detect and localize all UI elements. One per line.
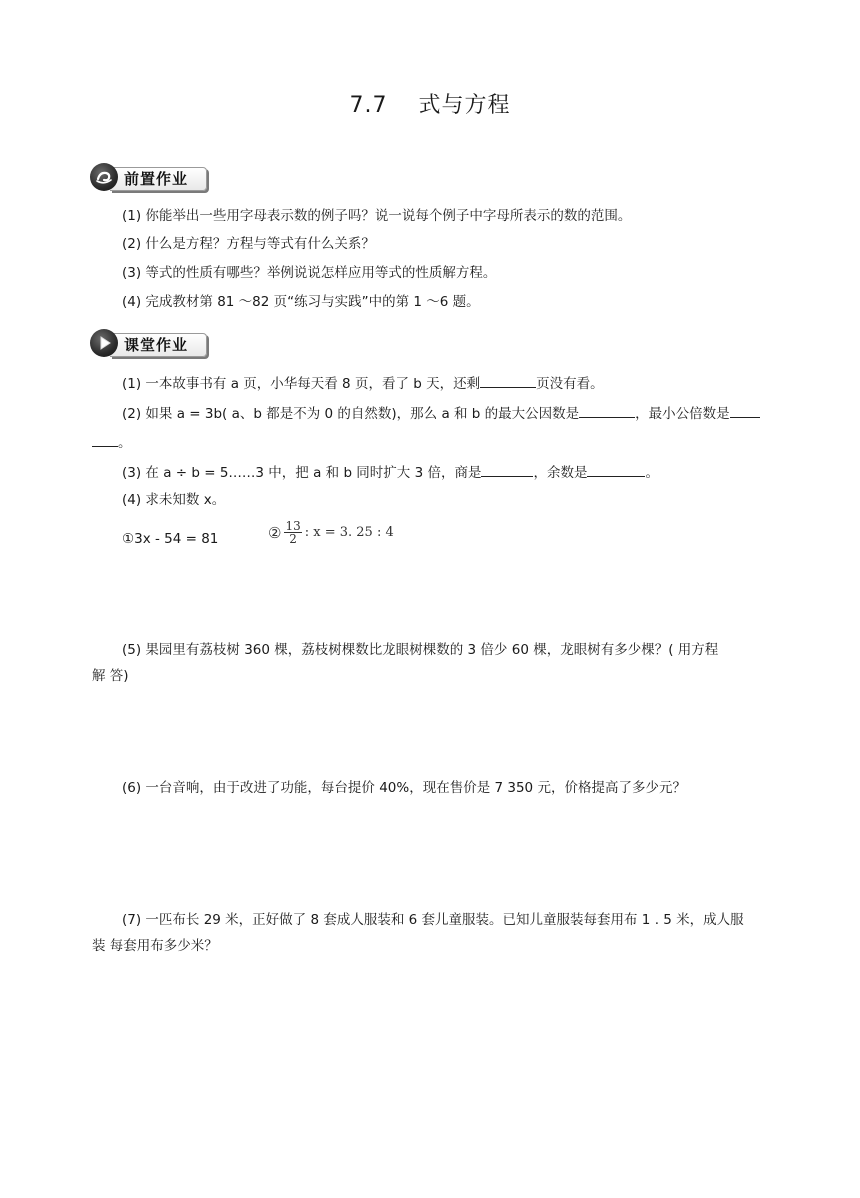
equation-1: ①3x - 54 = 81 (122, 531, 219, 547)
class-question-2-continued: 。 (92, 432, 132, 453)
answer-blank[interactable] (481, 462, 533, 477)
pre-question-3: (3) 等式的性质有哪些？举例说说怎样应用等式的性质解方程。 (122, 265, 497, 281)
equation-2: ② $\frac{13}{2}$ : x = 3. 25 : 4 (268, 519, 394, 546)
answer-blank[interactable] (730, 403, 760, 418)
pre-question-1: (1) 你能举出一些用字母表示数的例子吗？说一说每个例子中字母所表示的数的范围。 (122, 208, 632, 224)
fraction-13-over-2: $\frac{13}{2}$ (285, 519, 301, 546)
class-question-6: (6) 一台音响，由于改进了功能，每台提价 40%，现在售价是 7 350 元，价格提高了多少元？ (122, 780, 686, 796)
answer-blank[interactable] (579, 403, 635, 418)
section-label-pre: 前置作业 (124, 170, 189, 188)
class-question-2: (2) 如果 a = 3b( a、b 都是不为 0 的自然数)，那么 a 和 b 的最大公因数是 ，最小公倍数是 (122, 403, 760, 424)
section-header-class (90, 329, 210, 357)
answer-blank[interactable] (480, 373, 536, 388)
swirl-icon (90, 163, 118, 191)
class-question-5: (5) 果园里有荔枝树 360 棵，荔枝树棵数比龙眼树棵数的 3 倍少 60 棵，龙眼树有多少棵？( 用方程 (122, 642, 719, 658)
answer-blank[interactable] (587, 462, 645, 477)
section-label-class: 课堂作业 (124, 336, 189, 354)
answer-blank[interactable] (92, 432, 118, 447)
class-question-4: (4) 求未知数 x。 (122, 492, 226, 508)
play-icon (90, 329, 118, 357)
class-question-7: (7) 一匹布长 29 米，正好做了 8 套成人服装和 6 套儿童服装。已知儿童服装每套用布 1 . 5 米，成人服 (122, 912, 744, 928)
pre-question-4: (4) 完成教材第 81 ～82 页“练习与实践”中的第 1 ～6 题。 (122, 294, 480, 310)
class-question-1: (1) 一本故事书有 a 页，小华每天看 8 页，看了 b 天，还剩 页没有看。 (122, 373, 604, 394)
class-question-3: (3) 在 a ÷ b = 5……3 中，把 a 和 b 同时扩大 3 倍，商是 ，余数是 。 (122, 462, 659, 483)
class-question-7-continued: 装 每套用布多少米？ (92, 938, 218, 954)
pre-question-2: (2) 什么是方程？方程与等式有什么关系？ (122, 236, 375, 252)
section-header-pre (90, 163, 210, 191)
class-question-5-continued: 解 答) (92, 668, 129, 684)
page-title: 7.7 式与方程 (349, 93, 511, 118)
